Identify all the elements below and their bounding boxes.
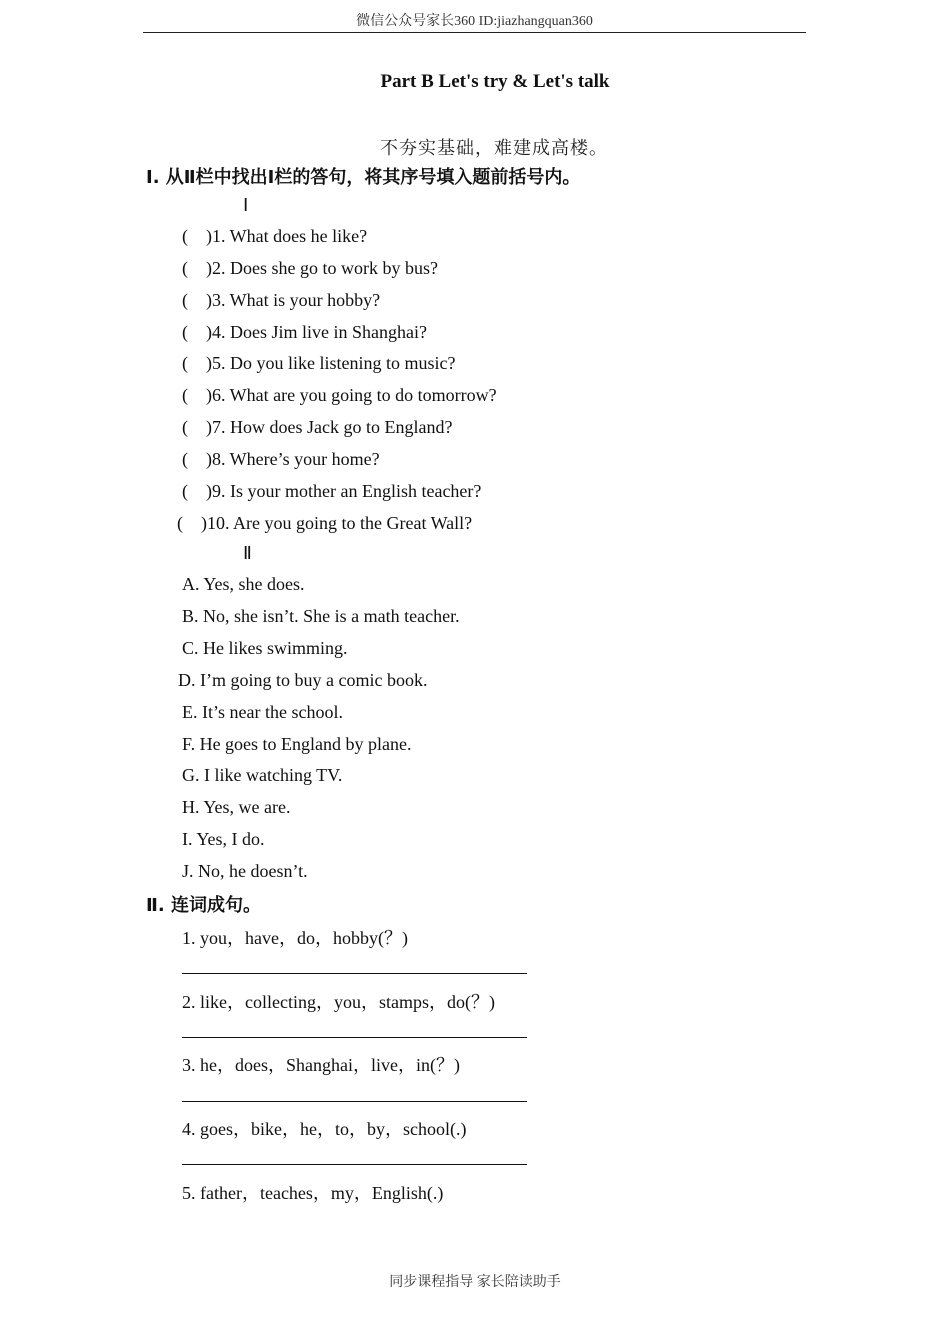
scramble-4: 4. goes，bike，he，to，by，school(.) — [182, 1119, 467, 1139]
answer-h: H. Yes, we are. — [182, 797, 291, 817]
question-5: ( )5. Do you like listening to music? — [182, 353, 456, 373]
answer-d: D. I’m going to buy a comic book. — [178, 670, 428, 690]
question-4: ( )4. Does Jim live in Shanghai? — [182, 322, 427, 342]
answer-j: J. No, he doesn’t. — [182, 861, 308, 881]
page-header: 微信公众号家长360 ID:jiazhangquan360 — [143, 10, 806, 33]
question-8: ( )8. Where’s your home? — [182, 449, 380, 469]
scramble-1: 1. you，have，do，hobby(？) — [182, 928, 408, 948]
motto: 不夯实基础，难建成高楼。 — [380, 138, 608, 159]
section1-heading: Ⅰ. 从Ⅱ栏中找出Ⅰ栏的答句，将其序号填入题前括号内。 — [146, 167, 581, 188]
scramble-5: 5. father，teaches，my，English(.) — [182, 1183, 444, 1203]
page-footer: 同步课程指导 家长陪读助手 — [389, 1275, 561, 1290]
answer-line-2[interactable] — [182, 1037, 527, 1038]
question-1: ( )1. What does he like? — [182, 226, 368, 246]
answer-line-4[interactable] — [182, 1164, 527, 1165]
answer-b: B. No, she isn’t. She is a math teacher. — [182, 606, 460, 626]
scramble-3: 3. he，does，Shanghai，live，in(？) — [182, 1055, 460, 1075]
answer-e: E. It’s near the school. — [182, 702, 343, 722]
page-title: Part B Let's try & Let's talk — [380, 71, 610, 92]
question-2: ( )2. Does she go to work by bus? — [182, 258, 438, 278]
answer-g: G. I like watching TV. — [182, 765, 343, 785]
question-10: ( )10. Are you going to the Great Wall? — [177, 513, 473, 533]
answer-c: C. He likes swimming. — [182, 638, 348, 658]
question-9: ( )9. Is your mother an English teacher? — [182, 481, 482, 501]
section2-heading: Ⅱ. 连词成句。 — [146, 895, 261, 916]
question-7: ( )7. How does Jack go to England? — [182, 417, 453, 437]
answer-line-3[interactable] — [182, 1101, 527, 1102]
scramble-2: 2. like，collecting，you，stamps，do(？) — [182, 992, 495, 1012]
answer-line-1[interactable] — [182, 973, 527, 974]
question-6: ( )6. What are you going to do tomorrow? — [182, 385, 497, 405]
question-3: ( )3. What is your hobby? — [182, 290, 381, 310]
answer-a: A. Yes, she does. — [182, 574, 305, 594]
answer-i: I. Yes, I do. — [182, 829, 265, 849]
column-1-label: Ⅰ — [243, 195, 249, 216]
answer-f: F. He goes to England by plane. — [182, 734, 412, 754]
column-2-label: Ⅱ — [243, 543, 252, 564]
